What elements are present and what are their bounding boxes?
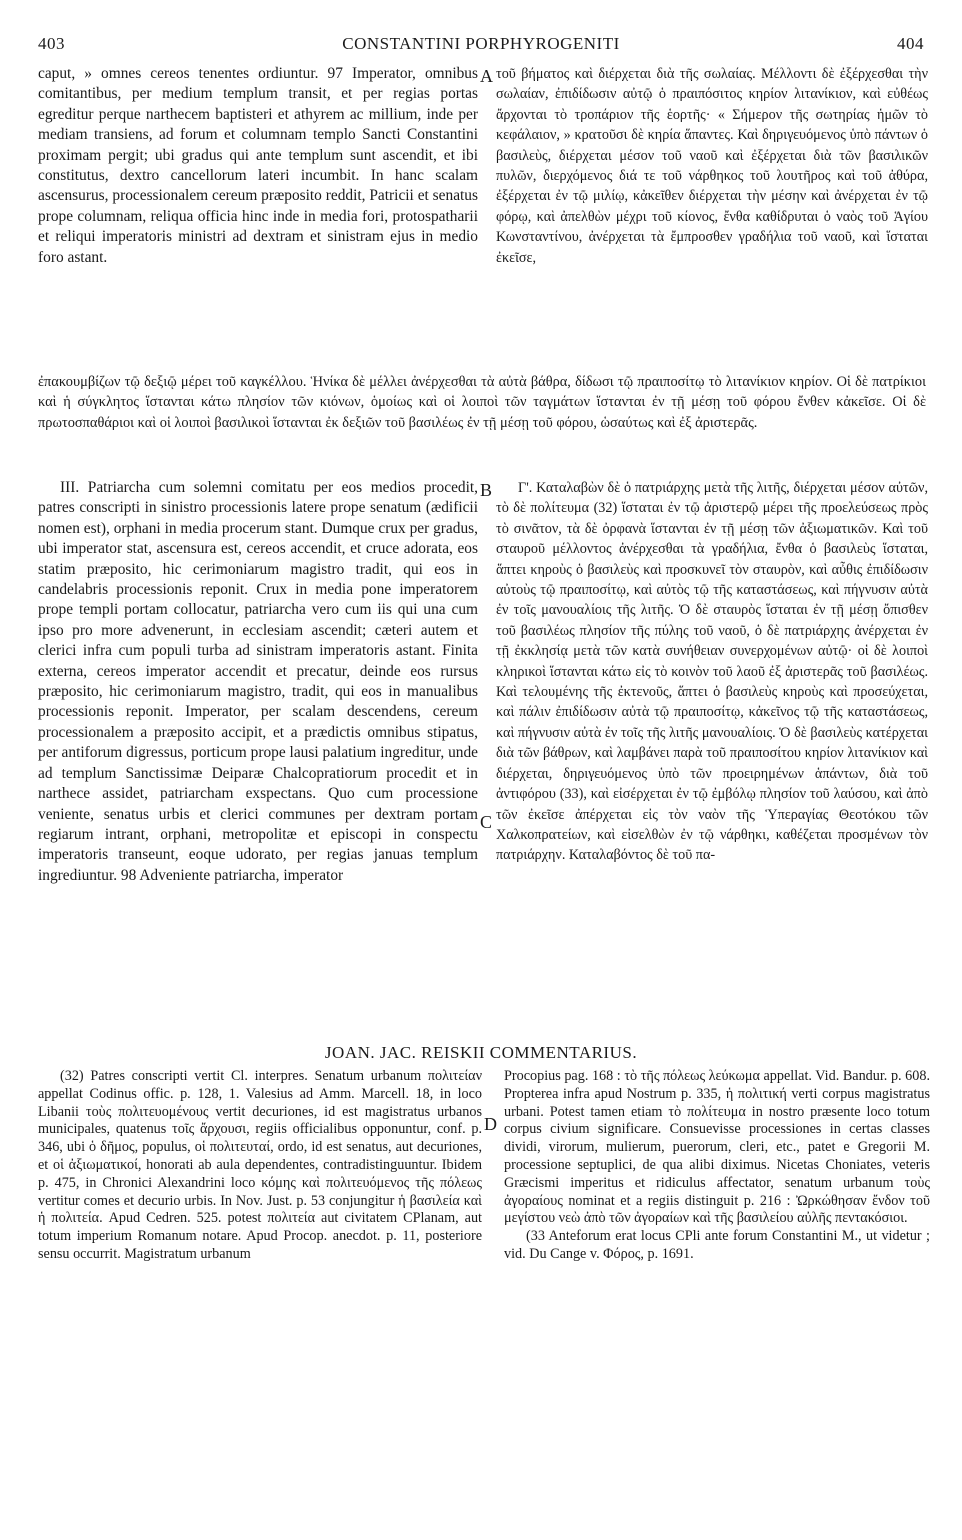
greek-full-width-block xyxy=(38,372,926,433)
margin-marker-a: A xyxy=(480,66,493,86)
commentary-right-column xyxy=(504,1068,930,1264)
latin-paragraph-bottom: III. Patriarcha cum solemni comitatu per eos medios procedit, patres conscripti in sinistro processionis latere prope senatum (ædificii nomen est), orphani in media procerum stant. Dumque crux per gradus, ubi imperator stat, ascensura est, cereos accendit, et cruce adorata, eos statim præposito, hic cerimoniarum magistro tradit, qui eos in candelabris processionis reponit. Crux in media pone imperatorem prope templi portam collocatur, patriarcha vero cum iis qui una cum ipso pro more advenerunt, in ecclesiam ascendit; cæteri autem et clerici infra cum populi turba ad sinistram imperatoris astant. Finita externa, cereos imperator accendit et precatur, deinde eos rursus præposito, hic cerimoniarum magistro, tradit, qui eos in manualibus processionis reponit. Imperator, per scalam descendens, cereum processionalem a præposito accipit, et a prædictis omnibus stipatus, per antiforum digressus, porticum prope lausi palatium ingreditur, unde ad templum Sanctissimæ Deiparæ Chalcopratiorum procedit et in narthece assidet, patriarcham exspectans. Quo cum processione veniente, senatus urbis et clerici communes per dextram portam regiarum intrant, orphani, metropolitæ et episcopi in conspectu imperatoris transeunt, eoque udorato, per regias januas templum ingrediuntur. 98 Adveniente patriarcha, imperator xyxy=(38,479,478,884)
page-number-left: 403 xyxy=(38,34,65,53)
margin-marker-b: B xyxy=(480,480,493,500)
latin-column-bottom xyxy=(38,478,478,886)
running-title: CONSTANTINI PORPHYROGENITI xyxy=(342,34,620,53)
footnote-32: (32) Patres conscripti vertit Cl. interpres. Senatum urbanum πολιτείαν appellat Codinus offic. p. 128, 1. Valesius ad Amm. Marcell. 18, in loco Libanii τοὺς πολιτευομένους vertit decuriones, id est magistratus urbanos municipales, quatenus τοῖς ἄρχουσι, regiis officialibus opponuntur, conf. p. 346, ubi ὁ δῆμος, populus, οἱ πολιτευταί, ordo, id est senatus, aut decuriones, et οἱ ἀξιωματικοί, honorati ab aula dependentes, contradistinguuntur. Ibidem p. 475, in Chronici Alexandrini loco κόμης καὶ πολιτευόμενος τῆς πόλεως vertitur comes et decurio urbis. In Nov. Just. p. 53 conjungitur ἡ βασιλεία καὶ ἡ πολιτεία. Apud Cedren. 525. potest πολιτεία aut civitatem CPlanam, aut totum imperium Romanum notare. Apud Procop. anecdot. p. 11, posteriore sensu occurrit. Magistratum urbanum xyxy=(38,1068,482,1262)
commentary-left-column xyxy=(38,1068,482,1264)
greek-full-paragraph: ἐπακουμβίζων τῷ δεξιῷ μέρει τοῦ καγκέλλου. Ἡνίκα δὲ μέλλει ἀνέρχεσθαι τὰ αὐτὰ βάθρα, δίδωσι τῷ πραιποσίτῳ τὸ λιτανίκιον κηρίον. Οἱ δὲ πατρίκιοι καὶ ἡ σύγκλητος ἵστανται κάτω πλησίον τῶν κιόνων, ὁμοίως καὶ οἱ λοιποὶ τῶν ταγμάτων ἵστανται ἐν τῇ μέσῃ τοῦ φόρου ἔνθεν κἀκεῖσε. Οἱ δὲ πρωτοσπαθάριοι καὶ οἱ λοιποὶ βασιλικοὶ ἵστανται ἐκ δεξιῶν τοῦ βασιλέως ἐν τῇ μέσῃ τοῦ φόρου, ὡσαύτως καὶ ἐξ ἀριστερᾶς. xyxy=(38,374,926,431)
page-number-right: 404 xyxy=(897,34,924,53)
latin-column-top xyxy=(38,64,478,268)
running-head xyxy=(38,34,924,60)
greek-column-bottom xyxy=(496,478,928,866)
commentary-title: JOAN. JAC. REISKII COMMENTARIUS. xyxy=(324,1043,638,1062)
latin-paragraph-top: caput, » omnes cereos tenentes ordiuntur. 97 Imperator, omnibus comitantibus, per medium templum transit, et per regias portas egreditur perque narthecem baptisteri et athyrem ac millium, inde per mediam transiens, ad forum et columnam templo Sancti Constantini proximam pergit; ubi gradus qui ante templum sunt ascendit, et ibi constitutus, dextro cancellorum lateri incumbit. In hanc scalam ascensurus, processionalem cereum præposito reddit, Patricii et senatus prope columnam, reliqua officia hinc inde in media fori, protospatharii et reliqui imperatoris ministri ad dextram et sinistram ejus in medio foro astant. xyxy=(38,65,478,266)
greek-column-top xyxy=(496,64,928,268)
greek-paragraph-top: τοῦ βήματος καὶ διέρχεται διὰ τῆς σωλαίας. Μέλλοντι δὲ ἐξέρχεσθαι τὴν σωλαίαν, ἐπιδίδωσιν αὐτῷ ὁ πραιπόσιτος κηρίον λιτανίκιον, καὶ εὐθέως ἄρχονται τὸ τροπάριον τῆς ἑορτῆς· « Σήμερον τῆς σωτηρίας ἡμῶν τὸ κεφάλαιον, » κρατοῦσι δὲ κηρία ἅπαντες. Καὶ δηριγευόμενος ὑπὸ πάντων ὁ βασιλεὺς, διέρχεται μέσον τοῦ ναοῦ καὶ ἐξέρχεται διὰ τῶν βασιλικῶν πυλῶν, διερχόμενος διά τε τοῦ νάρθηκος τοῦ λουτῆρος καὶ τοῦ ἀθύρα, ἐξέρχεται ἐν τῷ μιλίῳ, κἀκεῖθεν διέρχεται τὴν μέσην καὶ ἀνέρχεται ἐν τῷ φόρῳ, καὶ ἀπελθὼν μέχρι τοῦ κίονος, ἔνθα καθίδρυται ὁ ναὸς τοῦ Ἁγίου Κωνσταντίνου, ἀνέρχεται τὰ ἔμπροσθεν γραδήλια τοῦ ναοῦ, καὶ ἵσταται ἐκεῖσε, xyxy=(496,66,928,266)
footnote-32-continued: Procopius pag. 168 : τὸ τῆς πόλεως λεύκωμα appellat. Vid. Bandur. p. 608. Propterea infra apud Nostrum p. 335, ἡ πολιτική verti corpus magistratus urbani. Potest tamen etiam τὸ πολίτευμα in nostro præsente loco totum corpus civium significare. Consuevisse processiones in certas classes dividi, virorum, mulierum, puerorum, cleri, etc., patet e Gregorii M. processione septuplici, de qua alibi diximus. Nicetas Choniates, veteris Græcismi imperitus et ridiculus affectator, senatum urbanum τοὺς ἀγοραίους nominat et a regiis distinguit p. 216 : Ὠρκώθησαν ἔνδον τοῦ μεγίστου νεὼ ἀπὸ τῶν ἀγοραίων καὶ τῆς βασιλείου αὐλῆς πεντακόσιοι. xyxy=(504,1068,930,1227)
greek-paragraph-bottom: Γ'. Καταλαβὼν δὲ ὁ πατριάρχης μετὰ τῆς λιτῆς, διέρχεται μέσον αὐτῶν, τὸ δὲ πολίτευμα (32) ἵσταται ἐν τῷ ἀριστερῷ μέρει τῆς προελεύσεως πρὸς τὸ σινᾶτον, τὰ δὲ ὀρφανὰ ἵστανται ἐν τῇ μέσῃ τῶν ἀξιωματικῶν. Καὶ τοῦ σταυροῦ μέλλοντος ἀνέρχεσθαι τὰ γραδήλια, ἔνθα ὁ βασιλεὺς ἵσταται, ἅπτει κηροὺς ὁ βασιλεὺς καὶ προσκυνεῖ τὸν σταυρὸν, καὶ αὖθις ἐπιδίδωσιν αὐτοὺς τῷ πραιποσίτῳ, καὶ αὐτὸς τῷ τῆς καταστάσεως, καὶ πήγνυσιν αὐτὰ ἐν τοῖς μανουαλίοις τῆς λιτῆς. Ὁ δὲ σταυρὸς ἵσταται ἐν τῇ μέσῃ ὄπισθεν τοῦ βασιλέως πλησίον τῆς πύλης τοῦ ναοῦ, ὁ δὲ πατριάρχης ἀνέρχεται ἐν τῇ ἐκκλησίᾳ μετὰ τῶν κατὰ συνήθειαν συνερχομένων αὐτῷ· οἱ δὲ λοιποὶ κληρικοὶ ἵστανται κάτω εἰς τὸ κοινὸν τοῦ λαοῦ ἐξ ἀριστερᾶς τοῦ βασιλέως. Καὶ τελουμένης τῆς ἐκτενοῦς, ἅπτει ὁ βασιλεὺς κηροὺς καὶ προσεύχεται, καὶ πάλιν ἐπιδίδωσιν αὐτὰ τῷ πραιποσίτῳ, κἀκεῖνος τῷ τῆς καταστάσεως, καὶ πήγνυσιν αὐτὰ ἐν τοῖς τῆς λιτῆς μανουαλίοις. Ὁ δὲ βασιλεὺς κατέρχεται διὰ τῶν βάθρων, καὶ λαμβάνει παρὰ τοῦ πραιποσίτου κηρίον λιτανίκιον καὶ διέρχεται, δηριγευόμενος ὑπὸ τῶν προειρημένων ἁπάντων, διὰ τοῦ ἀντιφόρου (33), καὶ εἰσέρχεται ἐν τῷ ἐμβόλῳ πλησίον τοῦ λαύσου, καὶ ἀπὸ τῶν ἐκεῖσε ἀπέρχεται εἰς τὸν ναὸν τῆς Ὑπεραγίας Θεοτόκου τῶν Χαλκοπρατείων, καὶ εἰσελθὼν ἐν τῷ νάρθηκι, καθέζεται προσμένων τὸν πατριάρχην. Καταλαβόντος δὲ τοῦ πα- xyxy=(496,480,928,864)
margin-marker-d: D xyxy=(484,1114,497,1134)
footnote-33: (33 Anteforum erat locus CPli ante forum Constantini M., ut videtur ; vid. Du Cange v. Φόρος, p. 1691. xyxy=(504,1228,930,1262)
margin-marker-c: C xyxy=(480,812,493,832)
